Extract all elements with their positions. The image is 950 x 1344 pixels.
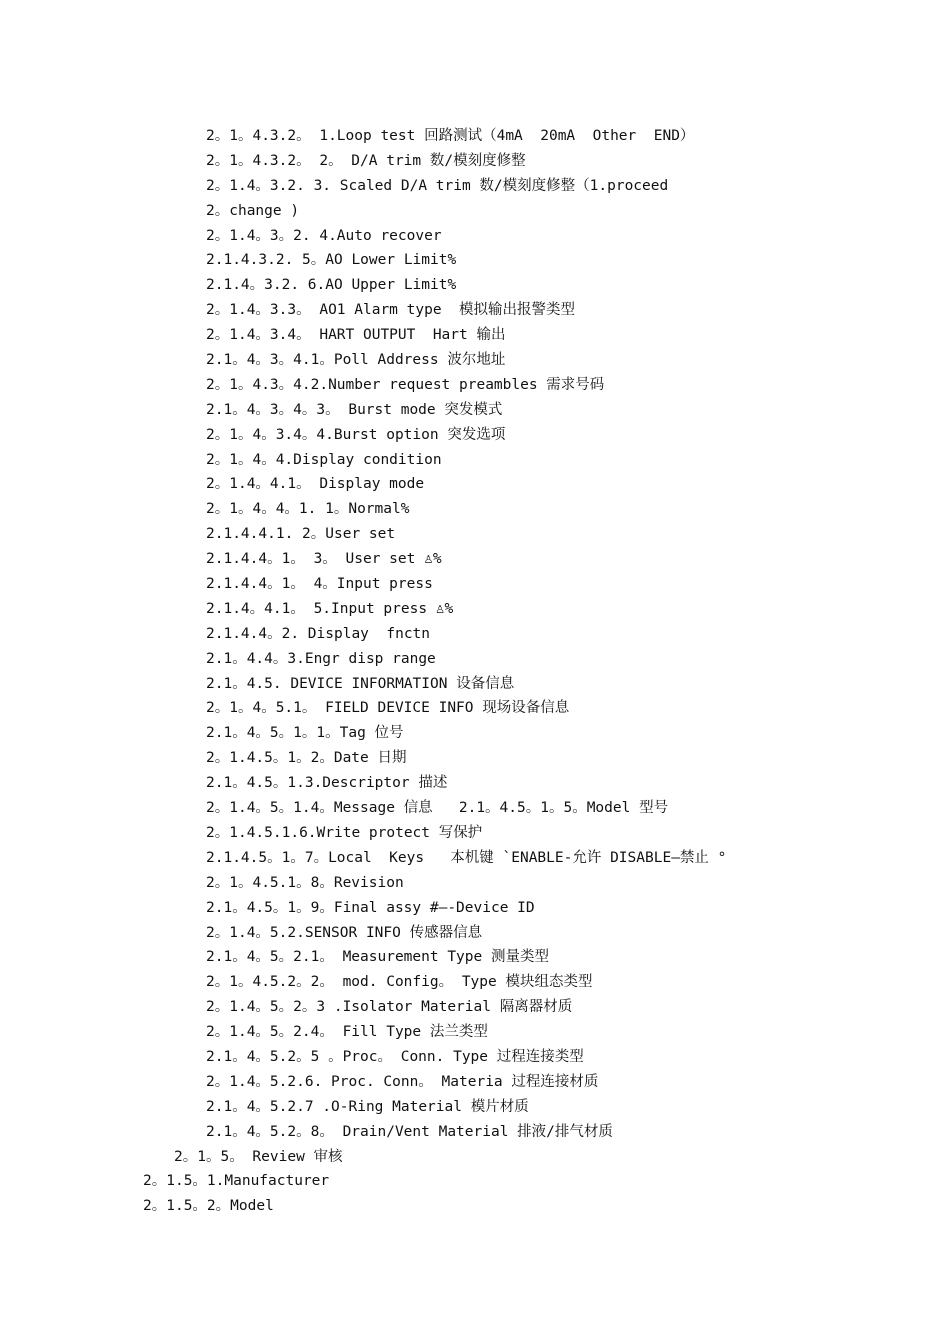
menu-tree-line: 2。1.4。3.4。 HART OUTPUT Hart 输出: [206, 327, 506, 344]
menu-tree-line: 2。1.5。2。Model: [143, 1198, 274, 1215]
menu-tree-line: 2.1.4.4。2. Display fnctn: [206, 625, 431, 642]
menu-tree-line: 2。1。4.3.2。 1.Loop test 回路测试（4mA 20mA Other END）: [206, 128, 695, 144]
menu-tree-line: 2。1.4。3.2. 3. Scaled D/A trim 数/模刻度修整（1.proceed: [206, 177, 669, 194]
menu-tree-line: 2.1。4。3。4。3。 Burst mode 突发模式: [206, 401, 503, 418]
menu-tree-line: 2。1。4。4.Display condition: [206, 451, 442, 468]
menu-tree-line: 2。1。5。 Review 审核: [174, 1148, 343, 1165]
menu-tree-line: 2。1.4。5。1.4。Message 信息 2.1。4.5。1。5。Model 型号: [206, 800, 669, 817]
menu-tree-line: 2.1。4.5. DEVICE INFORMATION 设备信息: [206, 675, 515, 692]
menu-tree-line: 2.1.4.5。1。7。Local Keys 本机键 `ENABLE-允许 DISABLE—禁止 °: [206, 849, 727, 866]
menu-tree-line: 2。1.4.5。1。2。Date 日期: [206, 750, 407, 767]
menu-tree-line: 2.1.4.4。1。 3。 User set ♙%: [206, 551, 442, 568]
menu-tree-line: 2。1.4。5。2。3 .Isolator Material 隔离器材质: [206, 999, 573, 1016]
menu-tree-line: 2。1。4。4。1. 1。Normal%: [206, 501, 410, 518]
menu-tree-line: 2.1。4。5.2。5 。Proc。 Conn. Type 过程连接类型: [206, 1048, 584, 1065]
menu-tree-line: 2。1.4。5.2.6. Proc. Conn。 Materia 过程连接材质: [206, 1073, 599, 1090]
menu-tree-line: 2.1.4.4.1. 2。User set: [206, 526, 396, 543]
menu-tree-line: 2。1.4。3.3。 AO1 Alarm type 模拟输出报警类型: [206, 302, 576, 319]
menu-tree-line: 2.1.4.3.2. 5。AO Lower Limit%: [206, 252, 457, 269]
menu-tree-line: 2.1.4.4。1。 4。Input press: [206, 576, 433, 593]
menu-tree-line: 2。1。4.3.2。 2。 D/A trim 数/模刻度修整: [206, 152, 526, 169]
menu-tree-line: 2。1.5。1.Manufacturer: [143, 1173, 330, 1190]
menu-tree-line: 2.1。4。5。2.1。 Measurement Type 测量类型: [206, 949, 549, 966]
menu-tree-line: 2。1.4。4.1。 Display mode: [206, 476, 425, 493]
menu-tree-line: 2。1。4。5.1。 FIELD DEVICE INFO 现场设备信息: [206, 700, 570, 717]
menu-tree-line: 2。1.4.5.1.6.Write protect 写保护: [206, 824, 483, 841]
menu-tree-line: 2.1.4。4.1。 5.Input press ♙%: [206, 600, 454, 617]
menu-tree-line: 2.1。4。5.2.7 .O-Ring Material 模片材质: [206, 1098, 529, 1115]
menu-tree-line: 2。change ): [206, 202, 300, 219]
menu-tree-line: 2.1。4。5。1。1。Tag 位号: [206, 725, 404, 742]
menu-tree-line: 2。1。4.5.1。8。Revision: [206, 874, 404, 891]
menu-tree-listing: [0, 124, 950, 1219]
menu-tree-line: 2。1.4。5。2.4。 Fill Type 法兰类型: [206, 1024, 488, 1041]
menu-tree-line: 2.1。4.5。1。9。Final assy #—-Device ID: [206, 899, 535, 916]
menu-tree-line: 2.1。4.5。1.3.Descriptor 描述: [206, 775, 448, 792]
menu-tree-line: 2.1。4.4。3.Engr disp range: [206, 650, 436, 667]
menu-tree-line: 2。1。4.3。4.2.Number request preambles 需求号码: [206, 376, 605, 393]
menu-tree-line: 2。1。4.5.2。2。 mod. Config。 Type 模块组态类型: [206, 974, 593, 991]
menu-tree-line: 2。1.4。3。2. 4.Auto recover: [206, 227, 442, 244]
menu-tree-line: 2.1。4。5.2。8。 Drain/Vent Material 排液/排气材质: [206, 1123, 613, 1140]
menu-tree-line: 2.1。4。3。4.1。Poll Address 波尔地址: [206, 352, 506, 369]
menu-tree-line: 2。1.4。5.2.SENSOR INFO 传感器信息: [206, 924, 483, 941]
menu-tree-line: 2。1。4。3.4。4.Burst option 突发选项: [206, 426, 506, 443]
menu-tree-line: 2.1.4。3.2. 6.AO Upper Limit%: [206, 277, 457, 294]
